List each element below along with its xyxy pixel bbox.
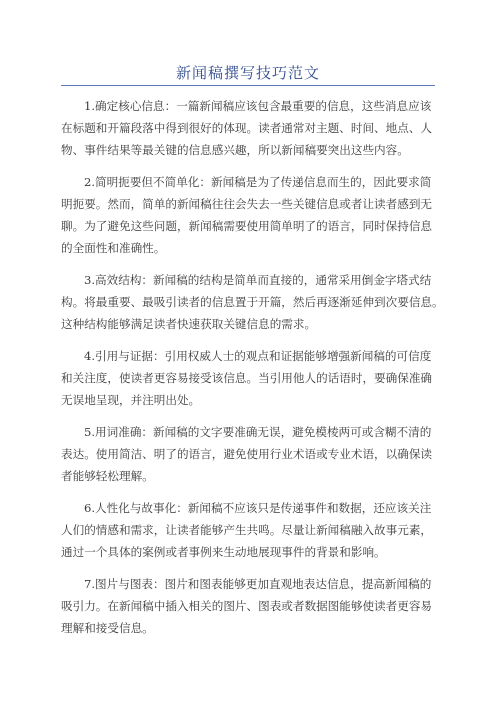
- paragraph-line: 和关注度，使读者更容易接受该信息。当引用他人的话语时，要确保准确: [61, 371, 433, 385]
- paragraph-line: 人们的情感和需求，让读者能够产生共鸣。尽量让新闻稿融入故事元素，: [61, 523, 433, 537]
- paragraph-line: 无误地呈现，并注明出处。: [61, 393, 201, 407]
- document-body: [61, 95, 444, 649]
- paragraph-line: 这种结构能够满足读者快速获取关键信息的需求。: [61, 317, 317, 331]
- paragraph-line: 5.用词准确：新闻稿的文字要准确无误，避免模棱两可或含糊不清的: [84, 425, 432, 439]
- paragraph-line: 构。将最重要、最吸引读者的信息置于开篇，然后再逐渐延伸到次要信息。: [61, 295, 444, 309]
- document-title: 新闻稿撰写技巧范文: [175, 64, 320, 82]
- paragraph-line: 通过一个具体的案例或者事例来生动地展现事件的背景和影响。: [61, 545, 386, 559]
- paragraph-line: 7.图片与图表：图片和图表能够更加直观地表达信息，提高新闻稿的: [84, 577, 432, 591]
- paragraph-line: 明扼要。然而，简单的新闻稿往往会失去一些关键信息或者让读者感到无: [61, 197, 433, 211]
- paragraph-line: 聊。为了避免这些问题，新闻稿需要使用简单明了的语言，同时保持信息: [61, 219, 433, 233]
- paragraph-3: [61, 269, 444, 335]
- paragraph-line: 3.高效结构：新闻稿的结构是简单而直接的，通常采用倒金字塔式结: [84, 273, 432, 287]
- title-divider: [61, 85, 435, 86]
- paragraph-line: 理解和接受信息。: [61, 621, 154, 635]
- paragraph-2: [61, 171, 436, 259]
- paragraph-line: 表达。使用简洁、明了的语言，避免使用行业术语或专业术语，以确保读: [61, 447, 433, 461]
- paragraph-line: 1.确定核心信息：一篇新闻稿应该包含最重要的信息，这些消息应该: [84, 99, 432, 113]
- paragraph-6: [61, 497, 436, 563]
- paragraph-line: 在标题和开篇段落中得到很好的体现。读者通常对主题、时间、地点、人: [61, 121, 433, 135]
- paragraph-1: [61, 95, 436, 161]
- paragraph-4: [61, 345, 436, 411]
- paragraph-7: [61, 573, 436, 639]
- paragraph-line: 者能够轻松理解。: [61, 469, 154, 483]
- paragraph-line: 4.引用与证据：引用权威人士的观点和证据能够增强新闻稿的可信度: [84, 349, 432, 363]
- paragraph-line: 6.人性化与故事化：新闻稿不应该只是传递事件和数据，还应该关注: [84, 501, 432, 515]
- paragraph-line: 物、事件结果等最关键的信息感兴趣，所以新闻稿要突出这些内容。: [61, 143, 409, 157]
- paragraph-5: [61, 421, 436, 487]
- paragraph-line: 2.简明扼要但不简单化：新闻稿是为了传递信息而生的，因此要求简: [84, 175, 432, 189]
- paragraph-line: 的全面性和准确性。: [61, 241, 166, 255]
- paragraph-line: 吸引力。在新闻稿中插入相关的图片、图表或者数据图能够使读者更容易: [61, 599, 433, 613]
